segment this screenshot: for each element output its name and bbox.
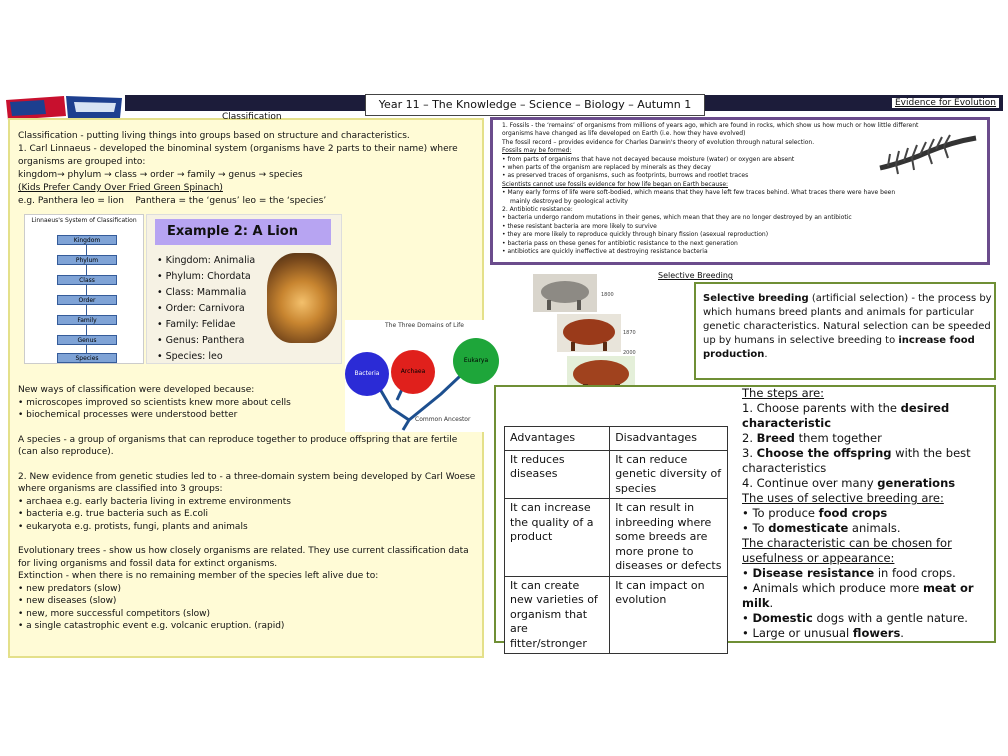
lion-rank: • Order: Carnivora: [157, 301, 255, 317]
lion-photo: [267, 253, 337, 343]
lion-rank-list: [157, 253, 255, 365]
taxonomy-level: Class: [57, 275, 117, 285]
extinction-text: Extinction - when there is no remaining member of the species left alive due to:: [18, 571, 379, 581]
selective-def-bold: increase food production: [703, 335, 975, 360]
table-cell: It can create new varieties of organism that are fitter/stronger: [505, 576, 610, 654]
evolutionary-trees-text: Evolutionary trees - show us how closely organisms are related. They use current classification data for living organisms and fossil data for extinct organisms.: [18, 546, 469, 569]
mnemonic-text: (Kids Prefer Candy Over Fried Green Spinach): [18, 183, 223, 193]
lion-example-card: [146, 214, 342, 364]
use-text: • To produce: [742, 506, 819, 520]
table-header-row: [505, 427, 728, 451]
cow-year-label: 2000: [623, 350, 636, 356]
section-heading-classification: Classification: [222, 112, 282, 122]
chosen-item: [742, 581, 994, 611]
advantages-table: [504, 426, 728, 654]
step-bold: Choose the offspring: [756, 446, 892, 460]
selective-term: Selective breeding: [703, 293, 809, 304]
domain-archaea: Archaea: [391, 350, 435, 394]
evidence-line: • Many early forms of life were soft-bodied, which means that they have left few traces behind. What traces there were have been: [502, 189, 896, 197]
step-bold: desired characteristic: [742, 401, 950, 430]
evidence-line: • as preserved traces of organisms, such as footprints, burrows and rootlet traces: [502, 172, 749, 180]
step-text: 3.: [742, 446, 757, 460]
chosen-text: • Animals which produce more: [742, 581, 923, 595]
domains-root-label: Common Ancestor: [415, 416, 471, 423]
evidence-line: • they are more likely to reproduce quickly through binary fission (asexual reproduction): [502, 231, 769, 239]
use-bold: food crops: [818, 506, 888, 520]
table-row: [505, 450, 728, 499]
domain-eukarya: Eukarya: [453, 338, 499, 384]
table-cell: It reduces diseases: [505, 450, 610, 499]
lion-rank: • Family: Felidae: [157, 317, 255, 333]
taxonomy-arrow: [86, 285, 87, 295]
selective-definition: [703, 292, 993, 362]
evidence-line: • from parts of organisms that have not decayed because moisture (water) or oxygen are absent: [502, 155, 795, 163]
selective-def-text: (artificial selection) - the process by which humans breed plants and animals for particular genetic characteristics.: [703, 293, 992, 332]
chosen-item: [742, 626, 994, 641]
chosen-bold: flowers: [852, 626, 901, 640]
example-genus-species: Panthera = the ‘genus’ leo = the ‘species’: [135, 196, 327, 206]
step-text: 4. Continue over many: [742, 476, 878, 490]
page-title: Year 11 – The Knowledge – Science – Biology – Autumn 1: [365, 94, 705, 116]
lion-rank: • Kingdom: Animalia: [157, 253, 255, 269]
table-row: [505, 499, 728, 577]
new-ways-text: New ways of classification were developed because:: [18, 385, 255, 395]
chosen-text: • Large or unusual: [742, 626, 853, 640]
taxonomy-level: Phylum: [57, 255, 117, 265]
lion-rank: • Genus: Panthera: [157, 333, 255, 349]
evidence-line: 2. Antibiotic resistance:: [502, 206, 573, 214]
use-item: [742, 506, 994, 521]
linnaeus-taxonomy-diagram: [24, 214, 144, 364]
chosen-text: •: [742, 611, 753, 625]
step-item: [742, 476, 994, 491]
example-lion-name: e.g. Panthera leo = lion: [18, 196, 124, 206]
evidence-line: • bacteria pass on these genes for antibiotic resistance to the next generation: [502, 239, 738, 247]
chosen-heading: The characteristic can be chosen for usefulness or appearance:: [742, 536, 952, 565]
evidence-line: • these resistant bacteria are more likely to survive: [502, 222, 657, 230]
taxonomy-arrow: [86, 245, 87, 255]
lion-rank: • Species: leo: [157, 349, 255, 365]
taxonomy-level: Kingdom: [57, 235, 117, 245]
taxonomy-level: Species: [57, 353, 117, 363]
woese-item: • eukaryota e.g. protists, fungi, plants and animals: [18, 521, 248, 532]
classification-definition: Classification - putting living things into groups based on structure and characteristics.: [18, 131, 410, 141]
table-cell: It can increase the quality of a product: [505, 499, 610, 577]
table-cell: It can result in inbreeding where some breeds are more prone to diseases or defects: [610, 499, 728, 577]
lion-rank: • Phylum: Chordata: [157, 269, 255, 285]
chosen-text: .: [900, 626, 904, 640]
taxonomy-level: Family: [57, 315, 117, 325]
linnaeus-text: 1. Carl Linnaeus - developed the binominal system (organisms have 2 parts to their name) where organisms are grouped into:: [18, 144, 458, 167]
extinction-item: • new, more successful competitors (slow): [18, 608, 210, 619]
step-item: [742, 446, 994, 476]
evidence-line: 1. Fossils - the ‘remains’ of organisms from millions of years ago, which are found in rocks, which show us how much or how little different: [502, 122, 919, 129]
table-row: [505, 576, 728, 654]
selective-steps-text: [742, 386, 994, 641]
table-cell: It can impact on evolution: [610, 576, 728, 654]
evidence-line: mainly destroyed by geological activity: [510, 197, 628, 205]
evidence-line: • when parts of the organism are replaced by minerals as they decay: [502, 164, 711, 172]
classification-notes: [18, 384, 478, 633]
taxonomy-level: Genus: [57, 335, 117, 345]
woese-text: 2. New evidence from genetic studies led to - a three-domain system being developed by Carl Woese where organisms are classified into 3 groups:: [18, 471, 476, 494]
evidence-line: Scientists cannot use fossils evidence for how life began on Earth because:: [502, 180, 729, 188]
classification-intro: [18, 130, 480, 208]
lion-example-title: Example 2: A Lion: [155, 219, 331, 245]
table-cell: It can reduce genetic diversity of species: [610, 450, 728, 499]
step-bold: generations: [877, 476, 956, 490]
new-ways-item: • biochemical processes were understood better: [18, 410, 238, 420]
step-item: [742, 401, 994, 431]
cow-year-label: 1870: [623, 330, 636, 336]
chosen-text: •: [742, 566, 753, 580]
table-header-advantages: Advantages: [505, 427, 610, 451]
chosen-text: in food crops.: [874, 566, 956, 580]
taxonomy-arrow: [86, 305, 87, 315]
new-ways-item: • microscopes improved so scientists knew more about cells: [18, 397, 291, 408]
step-text: 2.: [742, 431, 757, 445]
woese-item: • bacteria e.g. true bacteria such as E.coli: [18, 509, 208, 519]
step-text: 1. Choose parents with the: [742, 401, 901, 415]
extinction-item: • new diseases (slow): [18, 596, 117, 606]
chosen-item: [742, 566, 994, 581]
evidence-line: Fossils may be formed:: [502, 147, 572, 155]
use-text: animals.: [848, 521, 901, 535]
section-heading-evidence: Evidence for Evolution: [892, 98, 999, 108]
step-item: [742, 431, 994, 446]
domains-title: The Three Domains of Life: [385, 322, 464, 329]
selective-def-text: Natural selection can be speeded up by humans in selective breeding to: [703, 321, 991, 346]
species-definition: A species - a group of organisms that can reproduce together to produce offspring that are fertile (can also reproduce).: [18, 434, 458, 457]
hierarchy-text: kingdom→ phylum → class → order → family → genus → species: [18, 170, 303, 180]
woese-item: • archaea e.g. early bacteria living in extreme environments: [18, 496, 291, 507]
fossil-image: [876, 132, 980, 176]
steps-heading: The steps are:: [742, 386, 825, 400]
domain-bacteria: Bacteria: [345, 352, 389, 396]
chosen-bold: Domestic: [752, 611, 813, 625]
chosen-text: .: [769, 596, 774, 610]
lion-rank: • Class: Mammalia: [157, 285, 255, 301]
evidence-line: • antibiotics are quickly ineffective at destroying resistance bacteria: [502, 248, 708, 256]
evidence-line: The fossil record – provides evidence for Charles Darwin's theory of evolution through natural selection.: [502, 138, 815, 146]
chosen-text: dogs with a gentle nature.: [812, 611, 968, 625]
chosen-bold: Disease resistance: [752, 566, 875, 580]
chosen-bold: meat or milk: [742, 581, 974, 610]
section-heading-selective: Selective Breeding: [658, 271, 733, 280]
cow-year-label: 1800: [601, 292, 614, 298]
taxonomy-title: Linnaeus's System of Classification: [31, 217, 137, 224]
table-header-disadvantages: Disadvantages: [610, 427, 728, 451]
evidence-line: organisms have changed as life developed on Earth (i.e. how they have evolved): [502, 130, 746, 138]
taxonomy-level: Order: [57, 295, 117, 305]
evidence-line: • bacteria undergo random mutations in their genes, which mean that they are no longer destroyed by an antibiotic: [502, 214, 852, 222]
taxonomy-arrow: [86, 265, 87, 275]
extinction-item: • new predators (slow): [18, 583, 121, 594]
uses-heading: The uses of selective breeding are:: [742, 491, 944, 505]
cow-breeding-images: [527, 270, 637, 398]
step-text: with the best characteristics: [742, 446, 971, 475]
extinction-item: • a single catastrophic event e.g. volcanic eruption. (rapid): [18, 621, 285, 631]
chosen-item: [742, 611, 994, 626]
selective-def-text: .: [764, 349, 768, 360]
use-bold: domesticate: [768, 521, 849, 535]
use-item: [742, 521, 994, 536]
step-bold: Breed: [756, 431, 795, 445]
step-text: them together: [794, 431, 882, 445]
taxonomy-arrow: [86, 325, 87, 335]
use-text: • To: [742, 521, 769, 535]
lion-example-text: [18, 195, 480, 208]
